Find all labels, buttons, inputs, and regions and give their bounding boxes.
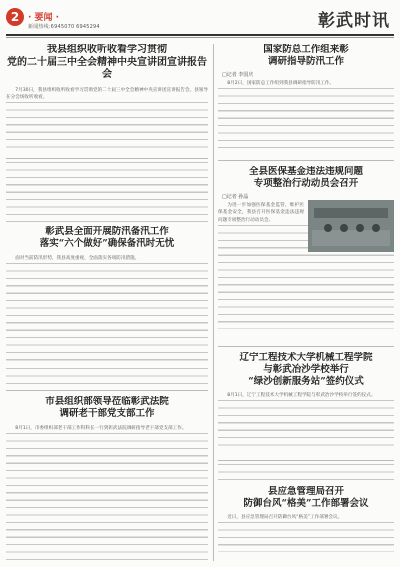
article-title: 与彰武冶沙学校举行 bbox=[263, 363, 349, 375]
article-medical-insurance bbox=[218, 166, 394, 342]
article-lead: 8月1日，辽宁工程技术大学机械工程学院与彰武冶沙学校举行签约仪式。 bbox=[227, 392, 376, 398]
article-title: 彰武县全面开展防汛备汛工作 bbox=[45, 226, 169, 237]
page-number-badge: 2 bbox=[6, 8, 24, 26]
article-text-lines bbox=[6, 368, 208, 388]
article-body bbox=[6, 425, 208, 432]
article-lead: 8月2日，国家防总工作组到我县调研指导防汛工作。 bbox=[227, 80, 335, 86]
divider bbox=[6, 158, 208, 159]
article-title: 县应急管理局召开 bbox=[267, 486, 344, 497]
header-rule-thin bbox=[6, 37, 394, 38]
article-national-flood-team bbox=[218, 44, 394, 156]
article-body bbox=[6, 87, 208, 102]
article-filler-right bbox=[218, 464, 394, 484]
article-title: 落实“六个做好”确保备汛时无忧 bbox=[39, 237, 175, 249]
divider bbox=[218, 346, 394, 347]
article-lead: 近日，县应急管理局召开防御台风“格美”工作部署会议。 bbox=[227, 514, 343, 520]
article-typhoon-meeting bbox=[218, 486, 394, 562]
divider bbox=[218, 460, 394, 461]
divider bbox=[218, 160, 394, 161]
article-lead: 8月1日，市委组织部老干部工作科科长一行到彰武法院调研指导老干部党支部工作。 bbox=[15, 425, 187, 431]
header-rule bbox=[6, 34, 394, 36]
article-lead: 7月30日，我县组织收听收看学习贯彻党的二十届三中全会精神中央宣讲团宣讲报告会。县领导在分会场收听收看。 bbox=[6, 87, 208, 100]
article-text-lines bbox=[6, 433, 208, 561]
article-title: 全县医保基金违法违规问题 bbox=[248, 166, 363, 177]
divider bbox=[6, 390, 208, 391]
news-photo bbox=[308, 200, 394, 252]
article-title: 我县组织收听收看学习贯彻 bbox=[47, 44, 167, 55]
article-title: 党的二十届三中全会精神中央宣讲团宣讲报告会 bbox=[7, 56, 207, 80]
photo-placeholder-icon bbox=[308, 200, 394, 252]
article-text-lines bbox=[6, 162, 208, 222]
article-text-lines bbox=[218, 400, 394, 448]
article-byline: □记者 孙晶 bbox=[222, 193, 249, 200]
column-divider bbox=[213, 44, 214, 561]
article-lead: 为进一步加强医保基金监管，维护医保基金安全，我县召开医保基金违法违规问题专项整治行动动员会。 bbox=[218, 202, 304, 223]
article-text-lines bbox=[218, 464, 394, 484]
article-body bbox=[218, 514, 394, 521]
article-byline: □记者 李国庆 bbox=[222, 71, 254, 78]
news-hotline: 新闻热线:6945070 6945294 bbox=[28, 24, 100, 30]
article-title: 调研指导防汛工作 bbox=[267, 55, 344, 67]
article-title: 调研老干部党支部工作 bbox=[59, 407, 155, 419]
article-filler-mid bbox=[6, 368, 208, 388]
article-court-visit bbox=[6, 396, 208, 561]
article-text-lines bbox=[218, 522, 394, 552]
article-text-lines bbox=[6, 263, 208, 363]
page-header bbox=[6, 6, 394, 34]
article-title: 市县组织部领导莅临彰武法院 bbox=[45, 396, 169, 407]
article-text-lines bbox=[6, 102, 208, 154]
article-university-signing bbox=[218, 352, 394, 456]
article-study-session bbox=[6, 44, 208, 154]
article-lead: 面对当前防汛形势，我县高度重视，全面落实各项防汛措施。 bbox=[15, 255, 140, 261]
article-body bbox=[218, 202, 304, 224]
article-filler-top bbox=[6, 162, 208, 222]
article-body bbox=[218, 80, 394, 87]
section-label: · 要闻 · bbox=[28, 13, 60, 23]
article-text-lines bbox=[218, 88, 394, 148]
article-title: “绿沙创新服务站”签约仪式 bbox=[248, 375, 364, 387]
article-title: 专项整治行动动员会召开 bbox=[253, 177, 359, 189]
masthead-logo: 彰武时讯 bbox=[318, 11, 390, 31]
article-title: 辽宁工程技术大学机械工程学院 bbox=[239, 352, 373, 363]
article-body bbox=[218, 392, 394, 399]
article-title: 国家防总工作组来彰 bbox=[263, 44, 349, 55]
article-flood-prep bbox=[6, 226, 208, 366]
article-title: 防御台风“格美”工作部署会议 bbox=[243, 497, 369, 509]
article-body bbox=[6, 255, 208, 262]
